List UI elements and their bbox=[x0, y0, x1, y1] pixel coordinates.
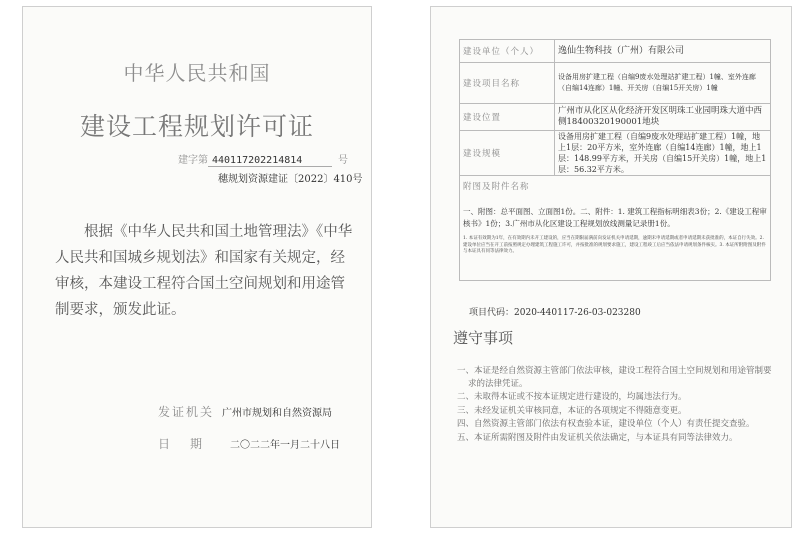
date-label: 日期 bbox=[158, 437, 223, 451]
list-item: 五、本证所需附图及附件由发证机关依法确定，与本证具有同等法律效力。 bbox=[457, 432, 738, 443]
unit-label: 建设单位（个人） bbox=[460, 40, 555, 63]
date-value: 二〇二二年一月二十八日 bbox=[230, 440, 341, 451]
certificate-number: 440117202214814 bbox=[208, 155, 332, 167]
certificate-body: 根据《中华人民共和国土地管理法》《中华人民共和国城乡规划法》和国家有关规定，经审核，本建设工程符合国土空间规划和用途管制要求，颁发此证。 bbox=[55, 224, 353, 318]
list-item: 三、未经发证机关审核同意，本证的各项规定不得随意变更。 bbox=[457, 405, 687, 416]
fine-print: 1. 本证有效期为1年，在有效期内未开工建设的，应当在期限届满前向发证机关申请延期，逾期未申请延期或者申请延期未获批准的，本证自行失效。2. 建设单位应当在开工前按照规定办理建筑工程施工许可，并按批准的规划要求施工，建设工程竣工后应当依法申请规划条件核实。3. 本证所附附图及附件与本证具有同等法律效力。 bbox=[463, 236, 766, 254]
scale-label: 建设规模 bbox=[460, 131, 555, 176]
issuer-label: 发证机关 bbox=[158, 405, 215, 419]
project-code: 2020-440117-26-03-023280 bbox=[514, 308, 641, 318]
list-item: 四、自然资源主管部门依法有权查验本证，建设单位（个人）有责任提交查验。 bbox=[457, 419, 755, 429]
location-value: 广州市从化区从化经济开发区明珠工业园明珠大道中西侧18400320190001地块 bbox=[555, 104, 771, 131]
table-row bbox=[460, 176, 771, 281]
certificate-back-page bbox=[430, 6, 792, 528]
project-code-row bbox=[469, 305, 641, 318]
issuer-row bbox=[158, 403, 332, 420]
table-row bbox=[460, 40, 771, 63]
sub-number: 穗规划资源建证〔2022〕410号 bbox=[218, 174, 363, 185]
list-item: 二、未取得本证或不按本证规定进行建设的，均属违法行为。 bbox=[457, 392, 687, 402]
number-prefix: 建字第 bbox=[178, 155, 208, 166]
certificate-front-page bbox=[22, 6, 372, 528]
attachments-cell bbox=[460, 176, 771, 281]
project-value: 设备用房扩建工程（自编9废水处理站扩建工程）1幢、室外连廊（自编14连廊）1幢、开关房（自编15开关房）1幢 bbox=[555, 63, 771, 104]
notice-list bbox=[457, 365, 775, 445]
attachments-value: 一、附图：总平面图、立面图1份。二、附件：1. 建筑工程指标明细表3份；2.《建设工程审核书》1份；3.广州市从化区建设工程规划放线测量记录册1份。 bbox=[463, 207, 767, 228]
project-label: 建设项目名称 bbox=[460, 63, 555, 104]
table-row bbox=[460, 104, 771, 131]
location-label: 建设位置 bbox=[460, 104, 555, 131]
number-suffix: 号 bbox=[338, 155, 348, 166]
certificate-title: 建设工程规划许可证 bbox=[79, 112, 314, 141]
table-row bbox=[460, 63, 771, 104]
issuer-value: 广州市规划和自然资源局 bbox=[222, 408, 333, 419]
date-row bbox=[158, 435, 340, 452]
certificate-number-row bbox=[178, 151, 348, 167]
notice-title: 遵守事项 bbox=[453, 329, 514, 347]
table-row bbox=[460, 131, 771, 176]
scale-value: 设备用房扩建工程（自编9废水处理站扩建工程）1幢，地上1层：20平方米，室外连廊（自编14连廊）1幢，地上1层：148.99平方米，开关房（自编15开关房）1幢，地上1层：56.32平方米。 bbox=[555, 131, 771, 176]
project-info-table bbox=[459, 39, 771, 281]
country-name: 中华人民共和国 bbox=[123, 61, 271, 85]
attachments-label: 附图及附件名称 bbox=[463, 182, 530, 192]
project-code-label: 项目代码： bbox=[469, 308, 515, 318]
list-item: 一、本证是经自然资源主管部门依法审核，建设工程符合国土空间规划和用途管制要求的法律凭证。 bbox=[457, 366, 772, 389]
unit-value: 逸仙生物科技（广州）有限公司 bbox=[555, 40, 771, 63]
